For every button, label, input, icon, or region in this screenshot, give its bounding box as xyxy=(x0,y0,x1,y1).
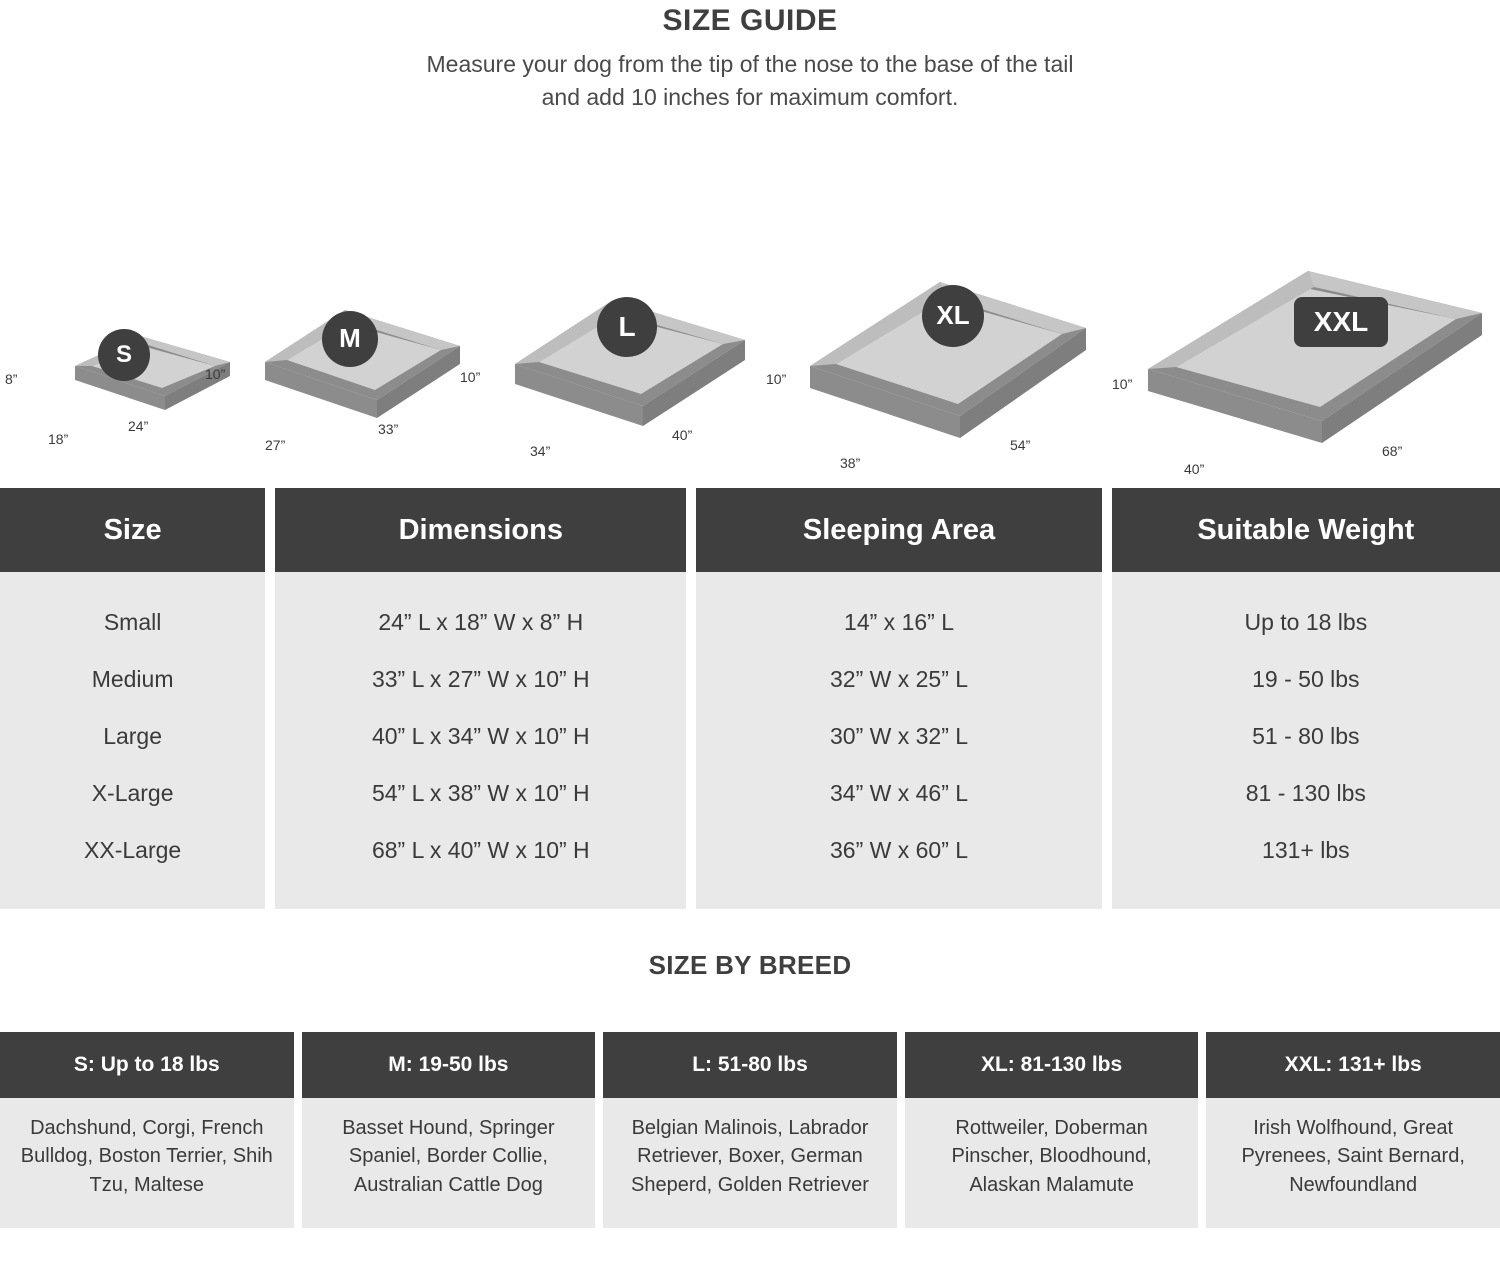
badge-xxlarge xyxy=(1294,297,1388,347)
dim-xlarge-length: 54” xyxy=(1010,436,1031,453)
subtitle-line-2: and add 10 inches for maximum comfort. xyxy=(541,84,959,111)
dim-medium-length: 33” xyxy=(378,420,399,437)
breed-column-large xyxy=(603,1032,897,1228)
table-column-sleeping-area xyxy=(696,488,1101,909)
breed-header-xxlarge: XXL: 131+ lbs xyxy=(1206,1032,1500,1098)
column-header-size: Size xyxy=(0,488,265,572)
column-body-sleeping-area xyxy=(696,572,1101,909)
dim-small-length: 24” xyxy=(128,417,149,434)
breed-header-medium: M: 19-50 lbs xyxy=(302,1032,596,1098)
breed-table xyxy=(0,1032,1500,1228)
column-header-dimensions: Dimensions xyxy=(275,488,686,572)
breed-header-xlarge: XL: 81-130 lbs xyxy=(905,1032,1199,1098)
table-row: 34” W x 46” L xyxy=(830,780,969,806)
table-row: 14” x 16” L xyxy=(844,609,954,635)
page-subtitle xyxy=(0,48,1500,115)
dim-xxlarge-length: 68” xyxy=(1382,442,1403,459)
subtitle-line-1: Measure your dog from the tip of the nose to the base of the tail xyxy=(426,51,1074,77)
table-row: 36” W x 60” L xyxy=(830,837,969,863)
column-body-size xyxy=(0,572,265,909)
table-row: Up to 18 lbs xyxy=(1244,609,1368,635)
breed-header-large: L: 51-80 lbs xyxy=(603,1032,897,1098)
breed-header-small: S: Up to 18 lbs xyxy=(0,1032,294,1098)
table-row: 32” W x 25” L xyxy=(830,666,969,692)
table-row: 24” L x 18” W x 8” H xyxy=(378,609,584,635)
table-column-dimensions xyxy=(275,488,686,909)
badge-large-label: L xyxy=(618,310,636,342)
breed-column-medium xyxy=(302,1032,596,1228)
dim-xxlarge-width: 40” xyxy=(1184,460,1205,477)
column-body-suitable-weight xyxy=(1112,572,1500,909)
bed-xxlarge-svg xyxy=(1130,249,1500,469)
dim-large-length: 40” xyxy=(672,426,693,443)
breed-list-xxlarge: Irish Wolfhound, Great Pyrenees, Saint Bernard, Newfoundland xyxy=(1206,1098,1500,1228)
table-row: 51 - 80 lbs xyxy=(1252,723,1360,749)
breed-section-title: SIZE BY BREED xyxy=(648,950,852,980)
badge-medium xyxy=(322,311,378,367)
dim-xlarge-width: 38” xyxy=(840,454,861,471)
table-column-suitable-weight xyxy=(1112,488,1500,909)
bed-illustration-medium xyxy=(245,284,495,449)
breed-list-large: Belgian Malinois, Labrador Retriever, Boxer, German Sheperd, Golden Retriever xyxy=(603,1098,897,1228)
table-row: Small xyxy=(103,609,162,635)
size-table xyxy=(0,488,1500,909)
badge-xxlarge-label: XXL xyxy=(1313,305,1369,337)
dim-xxlarge-height: 10” xyxy=(1112,375,1133,392)
table-row: 131+ lbs xyxy=(1262,837,1350,863)
breed-list-medium: Basset Hound, Springer Spaniel, Border Collie, Australian Cattle Dog xyxy=(302,1098,596,1228)
badge-xlarge xyxy=(922,285,984,347)
table-column-size xyxy=(0,488,265,909)
badge-xlarge-label: XL xyxy=(936,300,970,331)
badge-small-label: S xyxy=(115,340,132,368)
table-row: 68” L x 40” W x 10” H xyxy=(371,837,590,863)
dim-small-height: 8” xyxy=(5,370,18,387)
breed-column-xlarge xyxy=(905,1032,1199,1228)
dim-medium-width: 27” xyxy=(265,436,286,453)
table-row: 81 - 130 lbs xyxy=(1245,780,1366,806)
bed-illustration-xxlarge xyxy=(1130,249,1500,474)
badge-large xyxy=(597,297,657,357)
breed-column-small xyxy=(0,1032,294,1228)
dim-small-width: 18” xyxy=(48,430,69,447)
table-row: Large xyxy=(103,723,163,749)
table-row: Medium xyxy=(91,666,174,692)
table-row: 19 - 50 lbs xyxy=(1252,666,1360,692)
breed-column-xxlarge xyxy=(1206,1032,1500,1228)
badge-medium-label: M xyxy=(339,323,361,354)
table-row: 40” L x 34” W x 10” H xyxy=(371,723,590,749)
dim-medium-height: 10” xyxy=(205,365,226,382)
table-row: X-Large xyxy=(91,780,174,806)
bed-illustration-row xyxy=(0,139,1500,477)
table-row: 54” L x 38” W x 10” H xyxy=(371,780,590,806)
column-header-suitable-weight: Suitable Weight xyxy=(1112,488,1500,572)
column-body-dimensions xyxy=(275,572,686,909)
page-title: SIZE GUIDE xyxy=(662,4,838,37)
dim-large-width: 34” xyxy=(530,442,551,459)
table-row: XX-Large xyxy=(84,837,182,863)
column-header-sleeping-area: Sleeping Area xyxy=(696,488,1101,572)
table-row: 30” W x 32” L xyxy=(830,723,969,749)
table-row: 33” L x 27” W x 10” H xyxy=(371,666,590,692)
badge-small xyxy=(98,329,150,381)
breed-list-xlarge: Rottweiler, Doberman Pinscher, Bloodhound, Alaskan Malamute xyxy=(905,1098,1199,1228)
dim-xlarge-height: 10” xyxy=(766,370,787,387)
breed-list-small: Dachshund, Corgi, French Bulldog, Boston Terrier, Shih Tzu, Maltese xyxy=(0,1098,294,1228)
page-header xyxy=(0,0,1500,115)
bed-medium-svg xyxy=(245,284,495,444)
dim-large-height: 10” xyxy=(460,368,481,385)
